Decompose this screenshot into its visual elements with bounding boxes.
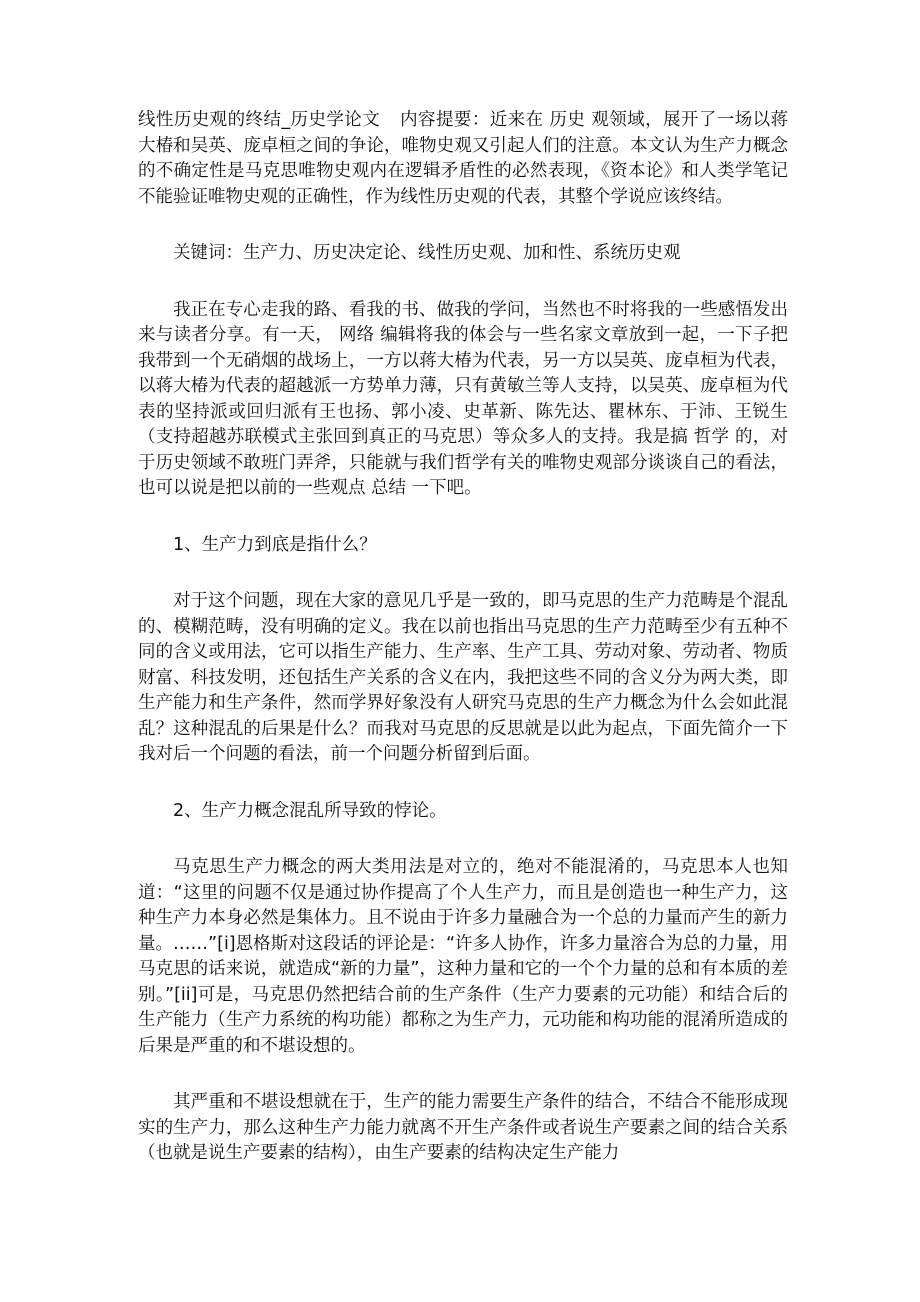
body-paragraph-intro: 我正在专心走我的路、看我的书、做我的学问，当然也不时将我的一些感悟发出来与读者分享。有一天， 网络 编辑将我的体会与一些名家文章放到一起，一下子把我带到一个无硝烟的战场上，一方以蒋大椿为代表，另一方以吴英、庞卓桓为代表，以蒋大椿为代表的超越派一方势单力薄，只有黄敏兰等人支持，以吴英、庞卓桓为代表的坚持派或回归派有王也扬、郭小凌、史革新、陈先达、瞿林东、于沛、王锐生（支持超越苏联模式主张回到真正的马克思）等众多人的支持。我是搞 哲学 的，对于历史领域不敢班门弄斧，只能就与我们哲学有关的唯物史观部分谈谈自己的看法，也可以说是把以前的一些观点 总结 一下吧。 (138, 299, 788, 498)
body-paragraph-productivity-definition: 对于这个问题，现在大家的意见几乎是一致的，即马克思的生产力范畴是个混乱的、模糊范畴，没有明确的定义。我在以前也指出马克思的生产力范畴至少有五种不同的含义或用法，它可以指生产能力、生产率、生产工具、劳动对象、劳动者、物质财富、科技发明，还包括生产关系的含义在内，我把这些不同的含义分为两大类，即生产能力和生产条件，然而学界好象没有人研究马克思的生产力概念为什么会如此混乱？这种混乱的后果是什么？而我对马克思的反思就是以此为起点，下面先简介一下我对后一个问题的看法，前一个问题分析留到后面。 (138, 591, 788, 764)
title-abstract-paragraph (138, 108, 788, 210)
abstract-text: 内容提要：近来在 历史 观领域，展开了一场以蒋大椿和吴英、庞卓桓之间的争论，唯物史观又引起人们的注意。本文认为生产力概念的不确定性是马克思唯物史观内在逻辑矛盾性的必然表现，《资本论》和人类学笔记不能验证唯物史观的正确性，作为线性历史观的代表，其整个学说应该终结。 (138, 110, 789, 207)
body-paragraph-two-usages: 马克思生产力概念的两大类用法是对立的，绝对不能混淆的，马克思本人也知道：“这里的问题不仅是通过协作提高了个人生产力，而且是创造也一种生产力，这种生产力本身必然是集体力。且不说由于许多力量融合为一个总的力量而产生的新力量。……”[i]恩格斯对这段话的评论是：“许多人协作，许多力量溶合为总的力量，用马克思的话来说，就造成“新的力量”，这种力量和它的一个个力量的总和有本质的差别。”[ii]可是，马克思仍然把结合前的生产条件（生产力要素的元功能）和结合后的生产能力（生产力系统的构功能）都称之为生产力，元功能和构功能的混淆所造成的后果是严重的和不堪设想的。 (138, 857, 788, 1056)
document-body (138, 108, 788, 1198)
keywords-paragraph: 关键词：生产力、历史决定论、线性历史观、加和性、系统历史观 (173, 243, 681, 263)
section-heading-1: 1、生产力到底是指什么？ (173, 534, 377, 555)
section-heading-2: 2、生产力概念混乱所导致的悖论。 (173, 800, 447, 821)
body-paragraph-consequence: 其严重和不堪设想就在于，生产的能力需要生产条件的结合，不结合不能形成现实的生产力，那么这种生产力能力就离不开生产条件或者说生产要素之间的结合关系（也就是说生产要素的结构），由生产要素的结构决定生产能力 (138, 1092, 788, 1163)
document-title: 线性历史观的终结_历史学论文 (138, 110, 381, 130)
